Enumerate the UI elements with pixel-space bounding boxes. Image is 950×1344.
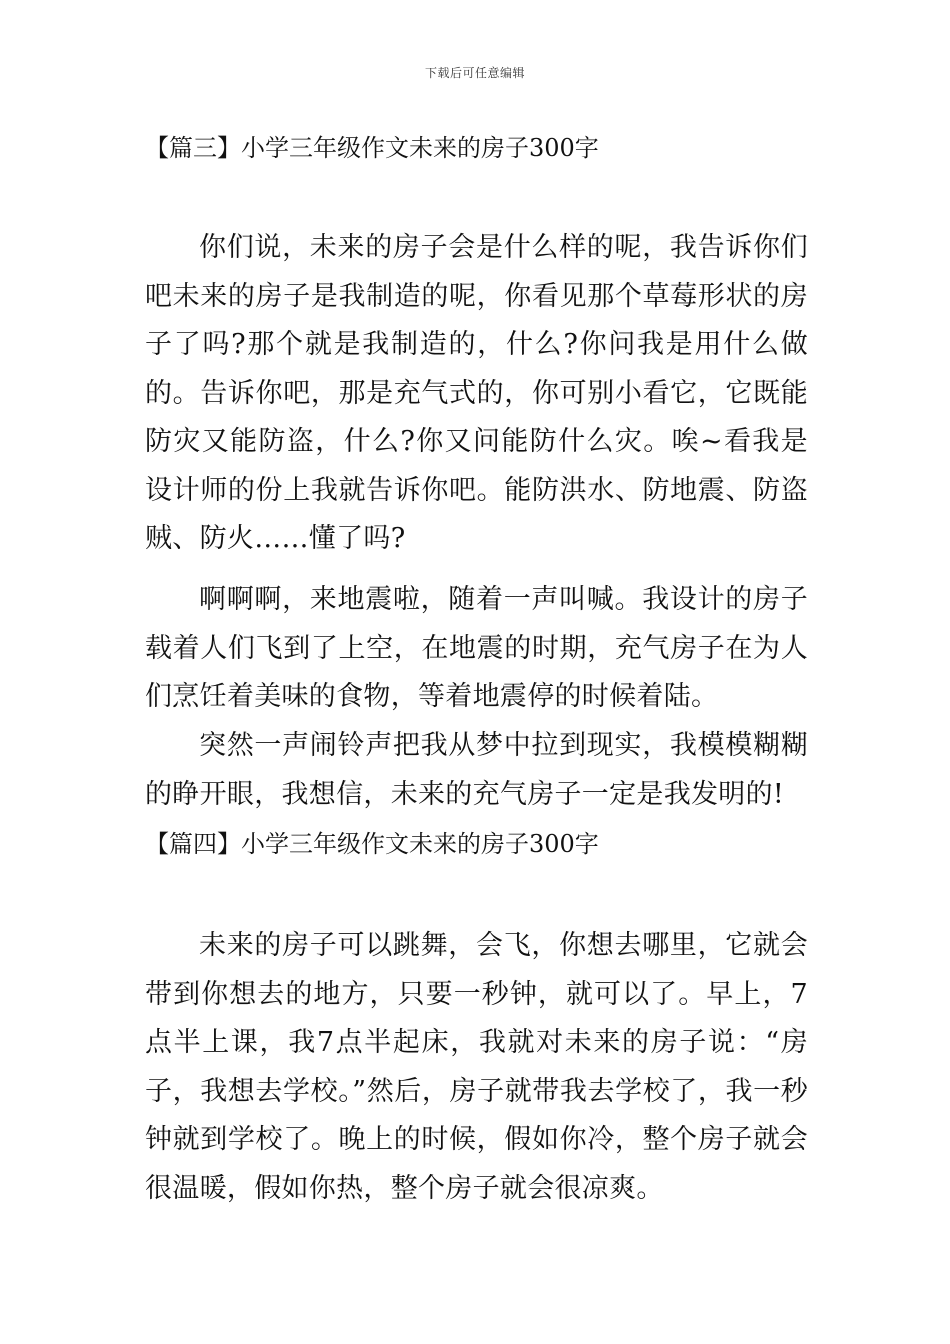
paragraph-3-2: 啊啊啊，来地震啦，随着一声叫喊。我设计的房子载着人们飞到了上空，在地震的时期，充气房子在为人们烹饪着美味的食物，等着地震停的时候着陆。 <box>145 584 808 712</box>
paragraph-4-1: 未来的房子可以跳舞，会飞，你想去哪里，它就会带到你想去的地方，只要一秒钟，就可以了。早上，7点半上课，我7点半起床，我就对未来的房子说：“房子，我想去学校。”然后，房子就带我去学校了，我一秒钟就到学校了。晚上的时候，假如你冷，整个房子就会很温暖，假如你热，整个房子就会很凉爽。 <box>145 930 808 1204</box>
page-header-note: 下载后可任意编辑 <box>424 66 525 80</box>
paragraph-3-3: 突然一声闹铃声把我从梦中拉到现实，我模模糊糊的睁开眼，我想信，未来的充气房子一定是我发明的! <box>145 730 808 810</box>
section-title-4: 【篇四】小学三年级作文未来的房子300字 <box>145 830 599 858</box>
section-title-3: 【篇三】小学三年级作文未来的房子300字 <box>145 134 599 162</box>
paragraph-3-1: 你们说，未来的房子会是什么样的呢，我告诉你们吧未来的房子是我制造的呢，你看见那个草莓形状的房子了吗?那个就是我制造的，什么?你问我是用什么做的。告诉你吧，那是充气式的，你可别小看它，它既能防灾又能防盗，什么?你又问能防什么灾。唉~看我是设计师的份上我就告诉你吧。能防洪水、防地震、防盗贼、防火……懂了吗? <box>145 232 808 554</box>
